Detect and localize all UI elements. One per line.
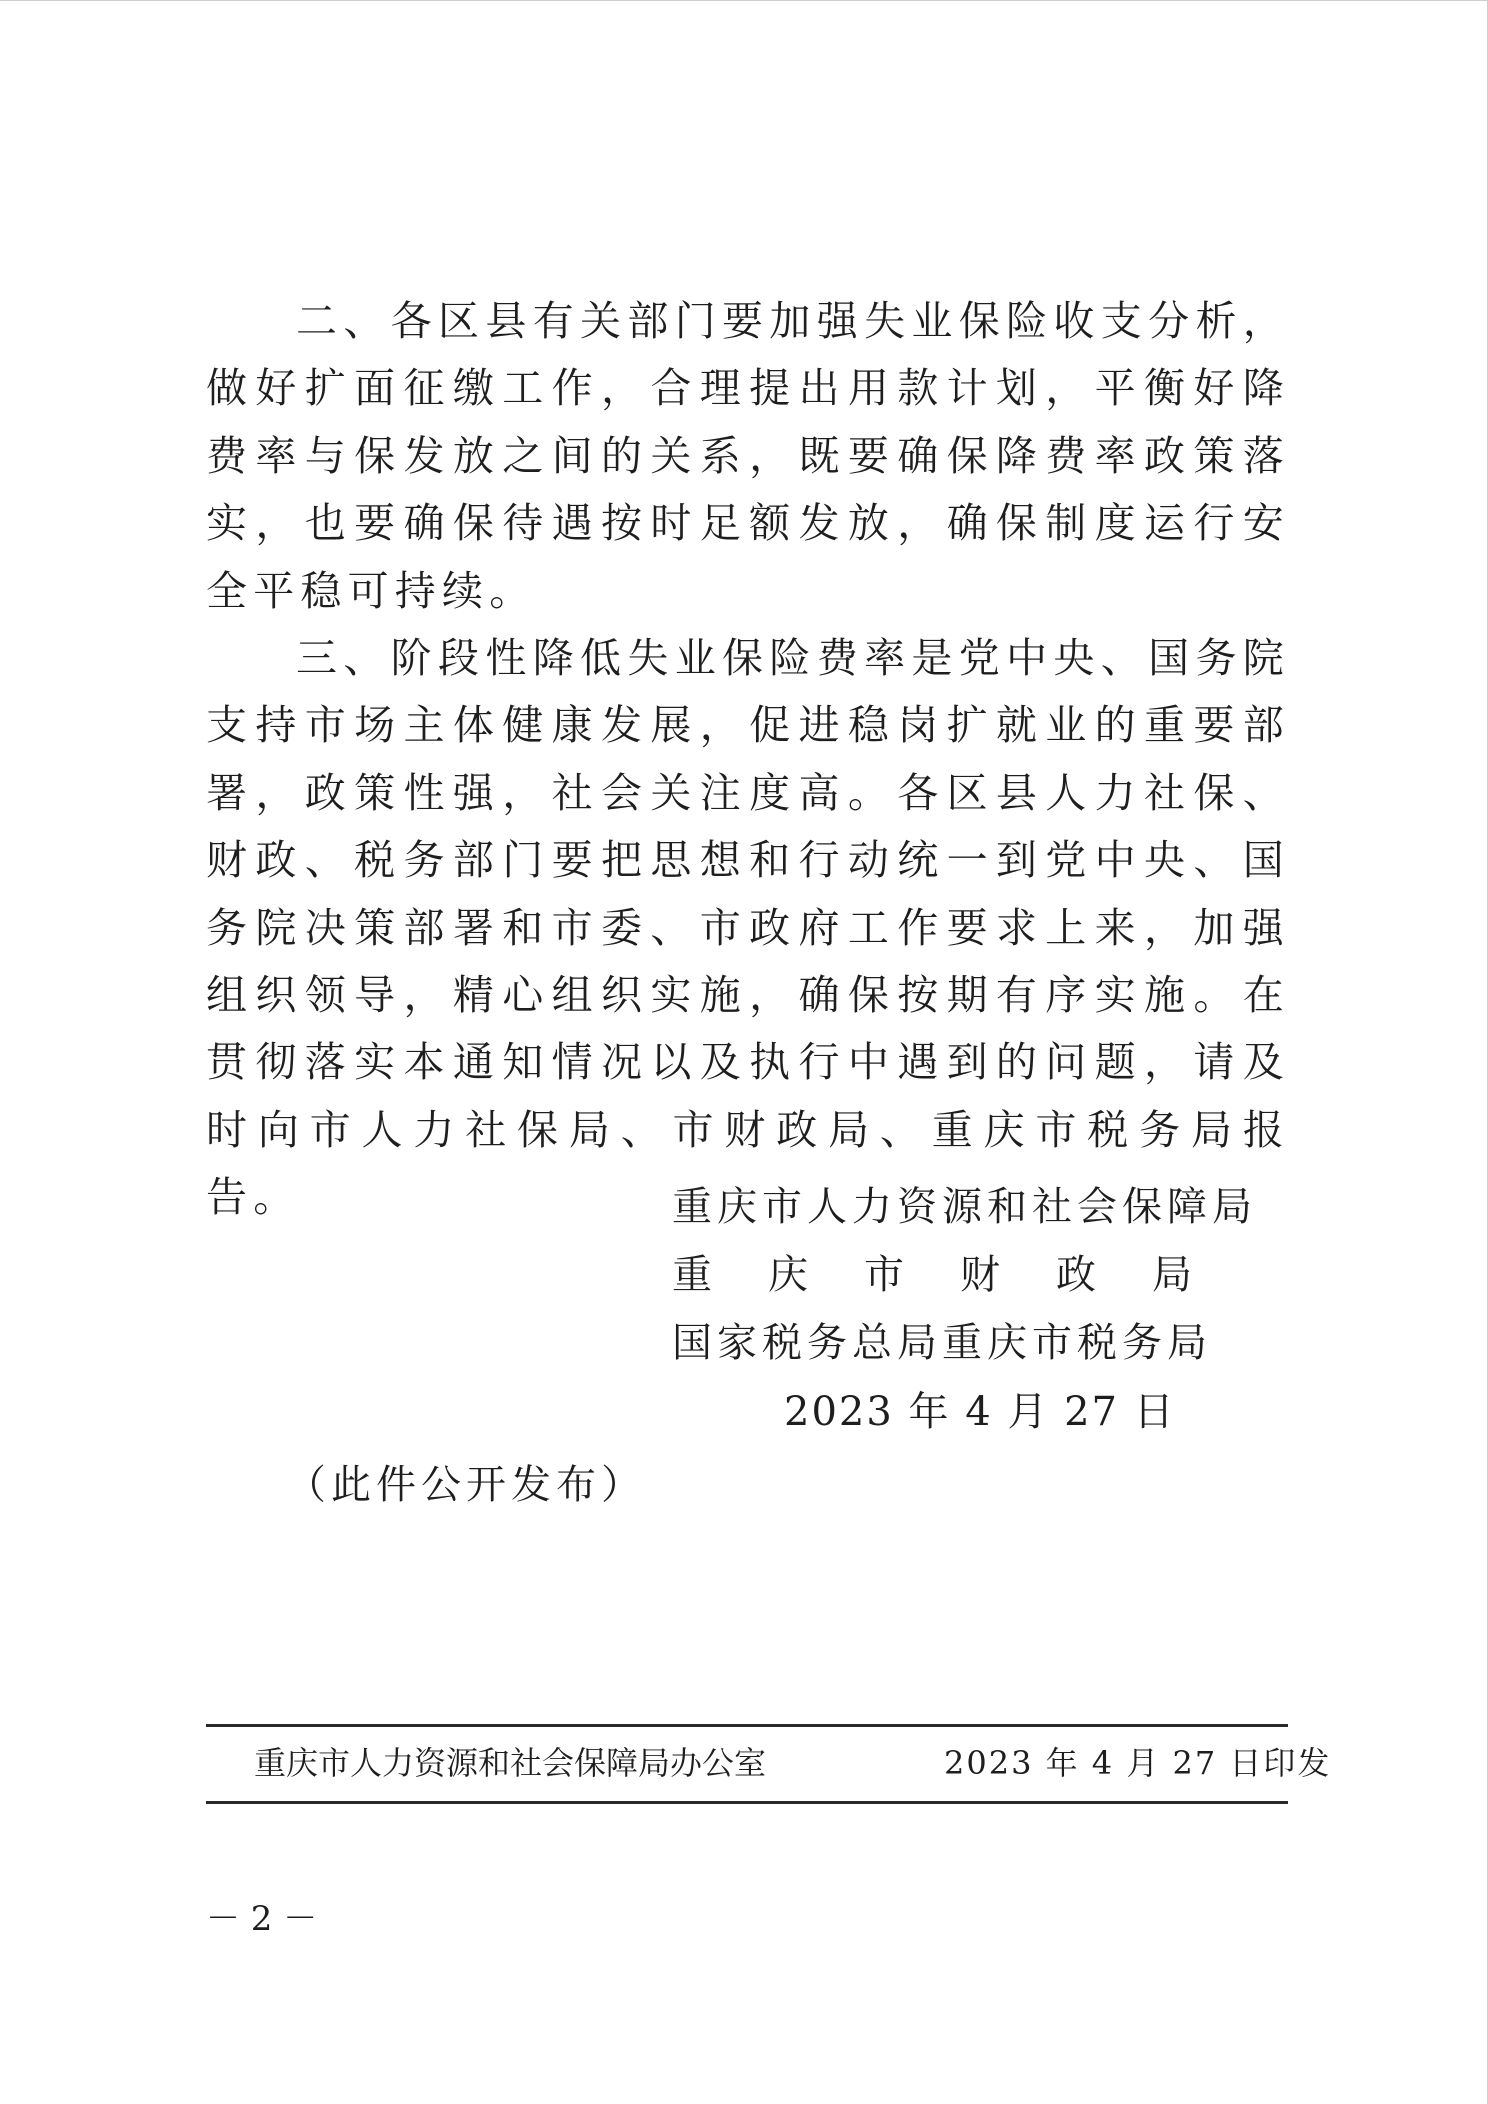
body-paragraph-3: 三、阶段性降低失业保险费率是党中央、国务院支持市场主体健康发展，促进稳岗扩就业的重要部署，政策性强，社会关注度高。各区县人力社保、财政、税务部门要把思想和行动统一到党中央、国务院决策部署和市委、市政府工作要求上来，加强组织领导，精心组织实施，确保按期有序实施。在贯彻落实本通知情况以及执行中遇到的问题，请及时向市人力社保局、市财政局、重庆市税务局报告。 <box>206 634 1290 1222</box>
public-release-note: （此件公开发布） <box>286 1462 646 1508</box>
footer-issue-date: 2023 年 4 月 27 日印发 <box>944 1744 1332 1782</box>
signature-issuer-tax-bureau: 国家税务总局重庆市税务局 <box>672 1320 1212 1366</box>
finance-bureau-char: 重 <box>672 1252 712 1298</box>
footer-issuer: 重庆市人力资源和社会保障局办公室 <box>254 1744 767 1782</box>
finance-bureau-char: 局 <box>1152 1252 1192 1298</box>
signature-issuer-hr-bureau: 重庆市人力资源和社会保障局 <box>672 1184 1257 1230</box>
finance-bureau-char: 庆 <box>768 1252 808 1298</box>
footer-top-rule <box>206 1724 1288 1727</box>
document-body <box>206 288 1290 1232</box>
signature-block <box>672 1173 1257 1377</box>
footer-bottom-rule <box>206 1801 1288 1804</box>
signature-date: 2023 年 4 月 27 日 <box>784 1389 1176 1435</box>
finance-bureau-char: 市 <box>864 1252 904 1298</box>
body-paragraph-2: 二、各区县有关部门要加强失业保险收支分析，做好扩面征缴工作，合理提出用款计划，平衡好降费率与保发放之间的关系，既要确保降费率政策落实，也要确保待遇按时足额发放，确保制度运行安全平稳可持续。 <box>206 297 1290 615</box>
page-number: － 2 － <box>206 1899 318 1939</box>
signature-issuer-finance-bureau <box>672 1241 1192 1309</box>
finance-bureau-char: 政 <box>1056 1252 1096 1298</box>
finance-bureau-char: 财 <box>960 1252 1000 1298</box>
